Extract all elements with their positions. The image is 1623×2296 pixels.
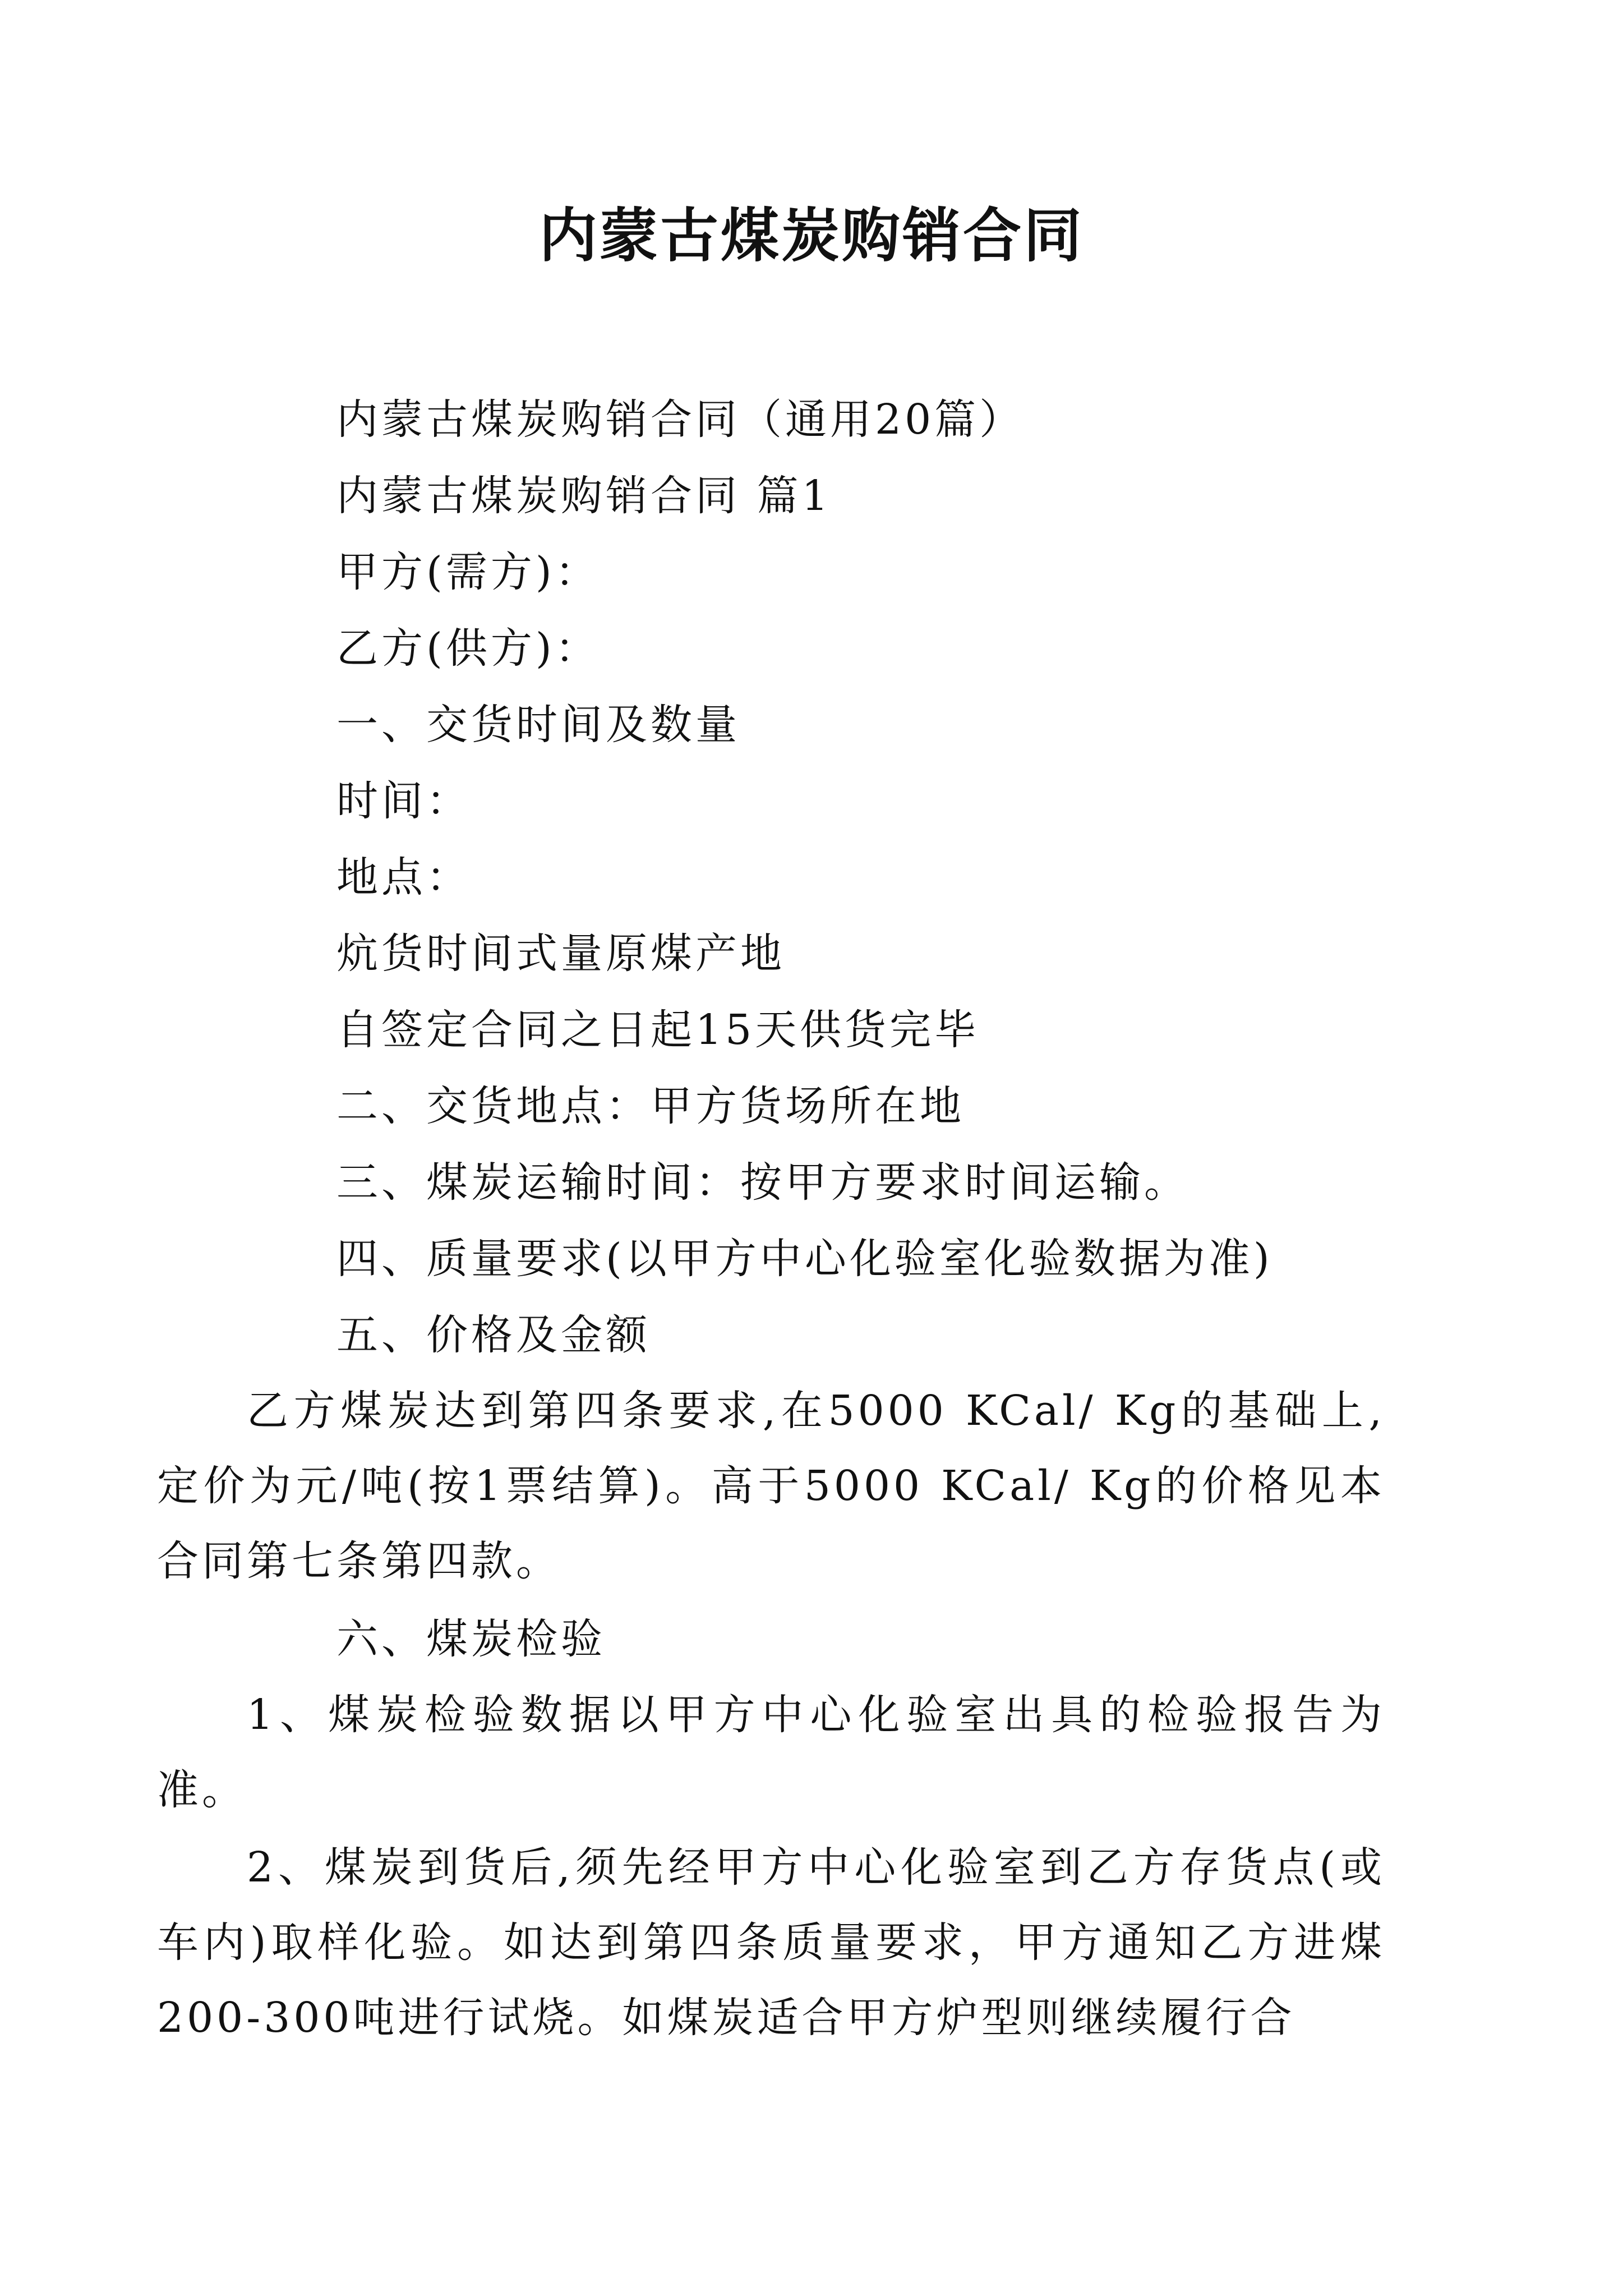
- document-body: [157, 381, 1385, 2055]
- subtitle-line: 内蒙古煤炭购销合同（通用20篇）: [336, 395, 1025, 444]
- price-paragraph: 乙方煤炭达到第四条要求,在5000 KCal/ Kg的基础上,定价为元/吨(按1票结算)。高于5000 KCal/ Kg的价格见本合同第七条第四款。: [157, 1387, 1385, 1585]
- chapter-heading: 内蒙古煤炭购销合同 篇1: [336, 472, 832, 520]
- inspection-item-1: 1、煤炭检验数据以甲方中心化验室出具的检验报告为准。: [157, 1691, 1385, 1814]
- section-2-line: 二、交货地点：甲方货场所在地: [336, 1082, 965, 1130]
- party-a-line: 甲方(需方)：: [336, 548, 600, 596]
- section-3-line: 三、煤炭运输时间：按甲方要求时间运输。: [336, 1158, 1189, 1207]
- section-4-line: 四、质量要求(以甲方中心化验室化验数据为准): [336, 1235, 1273, 1283]
- section-6-heading: 六、煤炭检验: [336, 1615, 606, 1663]
- document-title: 内蒙古煤炭购销合同: [538, 201, 1084, 270]
- party-b-line: 乙方(供方)：: [336, 624, 600, 673]
- inspection-item-2: 2、煤炭到货后,须先经甲方中心化验室到乙方存货点(或车内)取样化验。如达到第四条质量要求，甲方通知乙方进煤200-300吨进行试烧。如煤炭适合甲方炉型则继续履行合: [157, 1843, 1385, 2042]
- section-1-heading: 一、交货时间及数量: [336, 701, 740, 749]
- time-line: 时间：: [336, 777, 471, 825]
- delivery-term-line: 自签定合同之日起15天供货完毕: [336, 1006, 980, 1054]
- place-line: 地点：: [336, 853, 471, 901]
- delivery-table-header: 炕货时间式量原煤产地: [336, 930, 785, 978]
- section-5-heading: 五、价格及金额: [336, 1311, 651, 1359]
